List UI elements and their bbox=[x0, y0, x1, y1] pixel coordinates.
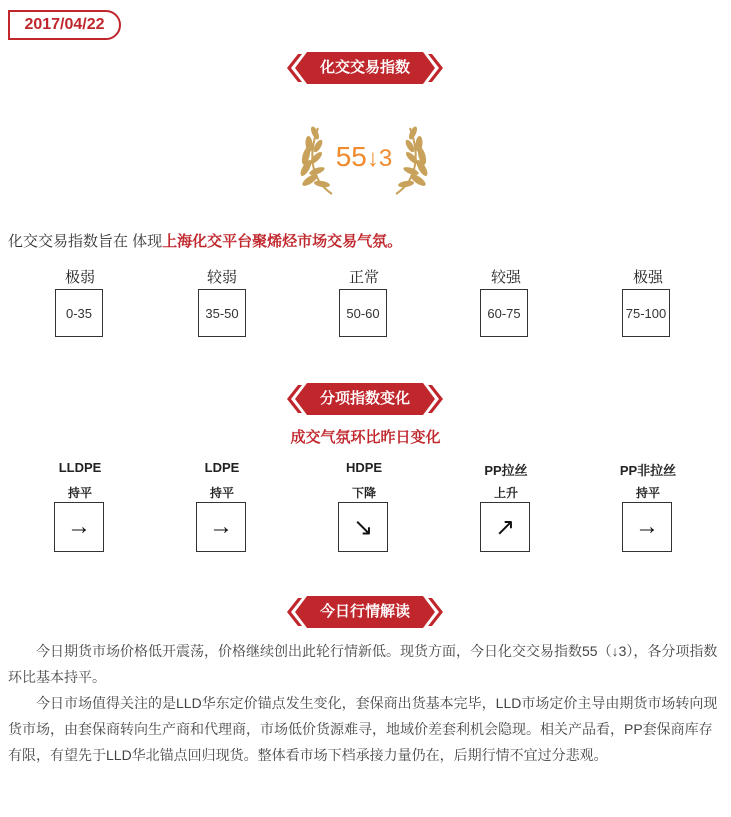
arrow-up-right-icon: ↗ bbox=[480, 502, 530, 552]
intro-highlight: 上海化交平台聚烯烃市场交易气氛。 bbox=[162, 233, 403, 250]
product-status: 持平 bbox=[209, 486, 234, 500]
product-name: LLDPE bbox=[58, 460, 102, 475]
sub-index-banner bbox=[285, 383, 445, 415]
level-range: 60-75 bbox=[480, 289, 528, 337]
level-label: 正常 bbox=[348, 269, 379, 286]
level-range: 0-35 bbox=[55, 289, 103, 337]
sub-index-title: 分项指数变化 bbox=[319, 390, 410, 407]
product-status: 持平 bbox=[67, 486, 92, 500]
intro-prefix: 化交交易指数旨在 体现 bbox=[8, 233, 163, 250]
level-range: 50-60 bbox=[339, 289, 387, 337]
arrow-down-right-icon: ↘ bbox=[338, 502, 388, 552]
product-status: 上升 bbox=[493, 486, 518, 500]
index-intro bbox=[8, 230, 402, 251]
index-title-banner bbox=[285, 52, 445, 84]
level-label: 较强 bbox=[490, 269, 521, 286]
product-status: 下降 bbox=[351, 486, 376, 500]
product-name: LDPE bbox=[204, 460, 240, 475]
product-status: 持平 bbox=[635, 486, 660, 500]
level-range: 75-100 bbox=[622, 289, 670, 337]
arrow-right-icon: → bbox=[622, 502, 672, 552]
index-change: ↓3 bbox=[366, 145, 393, 172]
index-title: 化交交易指数 bbox=[319, 59, 410, 76]
level-label: 极弱 bbox=[64, 269, 95, 286]
level-range: 35-50 bbox=[198, 289, 246, 337]
level-label: 极强 bbox=[632, 269, 663, 286]
analysis-title: 今日行情解读 bbox=[319, 603, 410, 620]
index-number: 55 bbox=[335, 141, 367, 172]
date-badge: 2017/04/22 bbox=[8, 10, 121, 40]
arrow-right-icon: → bbox=[196, 502, 246, 552]
analysis-paragraph-2: 今日市场值得关注的是LLD华东定价锚点发生变化，套保商出货基本完毕，LLD市场定价主导由期货市场转向现货市场，由套保商转向生产商和代理商，市场低价货源难寻，地域价差套利机会隐现。相关产品看，PP套保商库存有限，有望先于LLD华北锚点回归现货。整体看市场下档承接力量仍在，后期行情不宜过分悲观。 bbox=[8, 695, 718, 763]
product-name: PP非拉丝 bbox=[619, 463, 677, 478]
product-name: PP拉丝 bbox=[484, 463, 528, 478]
sub-index-subtitle: 成交气氛环比昨日变化 bbox=[290, 429, 441, 446]
analysis-paragraph-1: 今日期货市场价格低开震荡，价格继续创出此轮行情新低。现货方面，今日化交交易指数55（↓3），各分项指数环比基本持平。 bbox=[8, 643, 718, 685]
analysis-banner bbox=[285, 596, 445, 628]
index-value bbox=[296, 141, 432, 173]
product-name: HDPE bbox=[345, 460, 383, 475]
arrow-right-icon: → bbox=[54, 502, 104, 552]
level-label: 较弱 bbox=[206, 269, 237, 286]
